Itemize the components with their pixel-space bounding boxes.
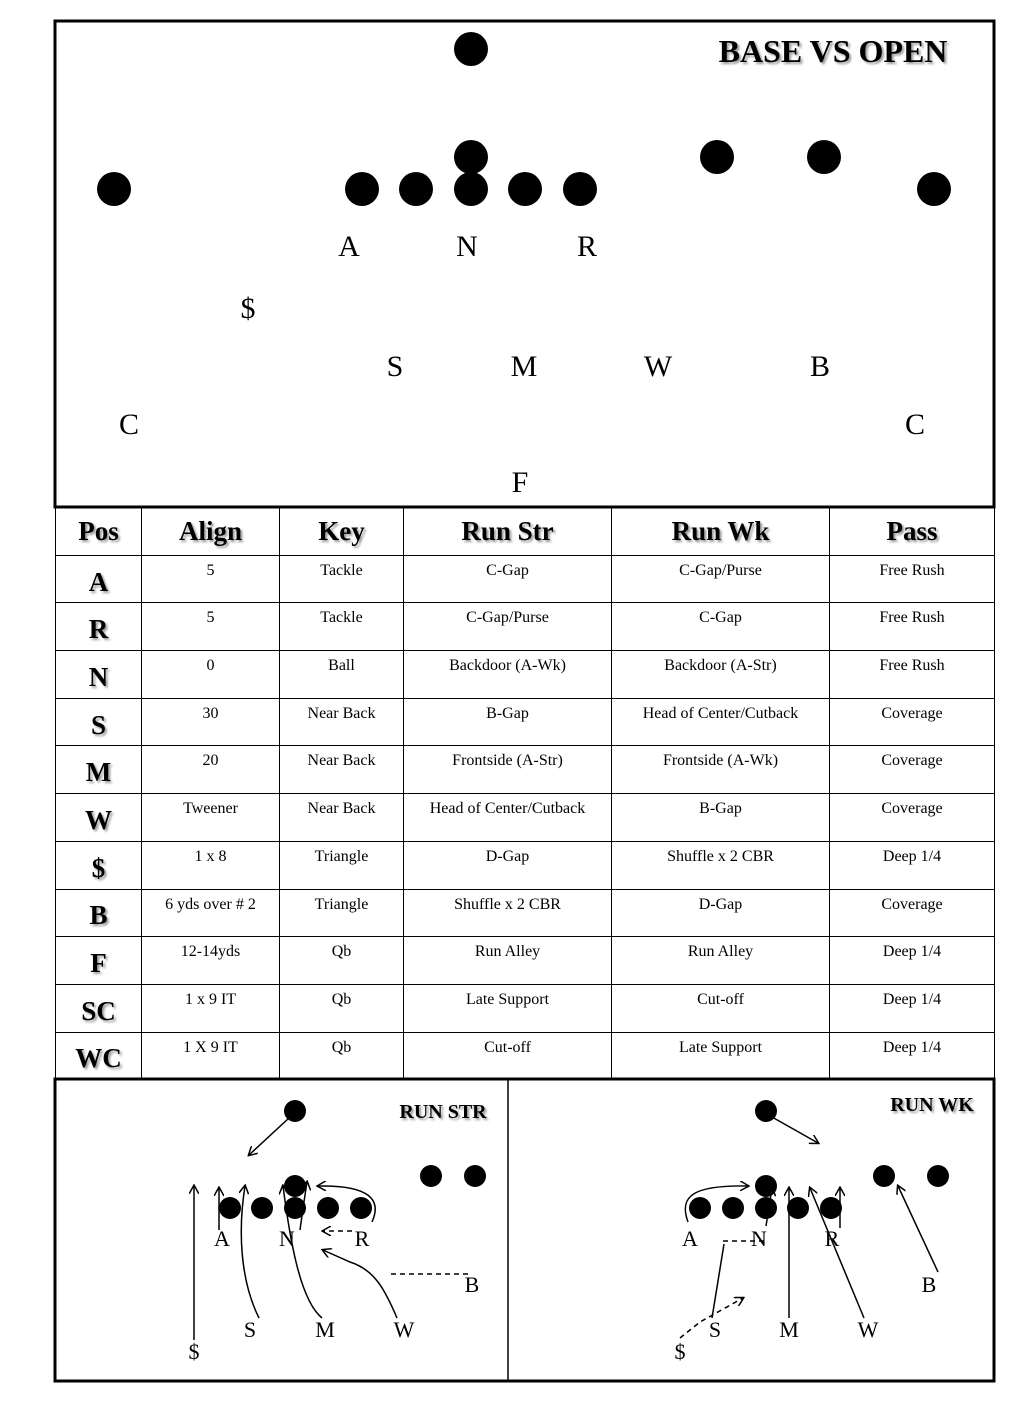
defender-label: A [338, 230, 360, 263]
cell-align: 1 X 9 IT [142, 1032, 280, 1080]
cell-run-wk: D-Gap [612, 889, 830, 937]
defense-alignment [119, 230, 925, 499]
cell-align: 12-14yds [142, 937, 280, 985]
run-wk-title: RUN WK [890, 1094, 974, 1116]
table-row [56, 1032, 995, 1080]
cell-pos: M [56, 746, 142, 794]
offense-player [420, 1165, 442, 1187]
offense-player [873, 1165, 895, 1187]
cell-pos: B [56, 889, 142, 937]
defender-label: B [921, 1272, 937, 1297]
cell-run-wk: Cut-off [612, 984, 830, 1032]
b-route [898, 1186, 938, 1272]
defender-label: C [118, 408, 140, 441]
offense-player [700, 140, 734, 174]
header-run-str: Run Str [404, 508, 612, 556]
cell-run-str: Frontside (A-Str) [404, 746, 612, 794]
cell-run-str: Run Alley [404, 937, 612, 985]
cell-pass: Free Rush [830, 651, 995, 699]
cell-pos: S [56, 698, 142, 746]
defender-label: M [779, 1317, 799, 1342]
cell-run-wk: Shuffle x 2 CBR [612, 841, 830, 889]
defender-label: A [214, 1226, 230, 1251]
table-header-row [56, 508, 995, 556]
offense-player [917, 172, 951, 206]
offense-player [689, 1197, 711, 1219]
cell-run-str: Head of Center/Cutback [404, 794, 612, 842]
run-str-title: RUN STR [399, 1101, 487, 1123]
cell-key: Ball [280, 651, 404, 699]
cell-key: Near Back [280, 746, 404, 794]
cell-pos: SC [56, 984, 142, 1032]
cell-align: Tweener [142, 794, 280, 842]
cell-pos: $ [56, 841, 142, 889]
offense-player [219, 1197, 241, 1219]
cell-align: 30 [142, 698, 280, 746]
cell-run-wk: B-Gap [612, 794, 830, 842]
cell-align: 5 [142, 555, 280, 603]
defender-label: R [354, 1226, 370, 1251]
cell-pos: F [56, 937, 142, 985]
run-str-routes [194, 1118, 468, 1340]
offense-player [787, 1197, 809, 1219]
defender-label: M [315, 1317, 335, 1342]
cell-pos: N [56, 651, 142, 699]
offense-player [563, 172, 597, 206]
offense-player [755, 1175, 777, 1197]
offense-player [317, 1197, 339, 1219]
table-row [56, 984, 995, 1032]
cell-pass: Deep 1/4 [830, 1032, 995, 1080]
defender-label: W [393, 1317, 415, 1342]
cell-key: Near Back [280, 794, 404, 842]
header-run-wk: Run Wk [612, 508, 830, 556]
defender-label: S [386, 350, 404, 383]
defender-label: W [643, 350, 673, 383]
defender-label: $ [188, 1339, 200, 1364]
defender-label: C [904, 408, 926, 441]
offense-player [251, 1197, 273, 1219]
defender-label: S [243, 1317, 257, 1342]
offense-player [927, 1165, 949, 1187]
cell-key: Qb [280, 937, 404, 985]
cell-pass: Free Rush [830, 555, 995, 603]
defender-label: B [464, 1272, 480, 1297]
cell-pos: WC [56, 1032, 142, 1080]
offense-player [399, 172, 433, 206]
defender-label: $ [674, 1339, 686, 1364]
top-diagram-frame [55, 21, 994, 507]
assignment-table [55, 507, 995, 1080]
cell-pass: Deep 1/4 [830, 841, 995, 889]
defender-label: N [456, 230, 478, 263]
cell-run-str: B-Gap [404, 698, 612, 746]
offense-player [508, 172, 542, 206]
s-route [712, 1244, 724, 1318]
diagram-title: BASE VS OPEN [718, 33, 948, 69]
defender-label: S [708, 1317, 722, 1342]
cell-run-str: D-Gap [404, 841, 612, 889]
cell-key: Tackle [280, 603, 404, 651]
offense-player [350, 1197, 372, 1219]
cell-run-wk: Backdoor (A-Str) [612, 651, 830, 699]
offense-player [345, 172, 379, 206]
cell-key: Near Back [280, 698, 404, 746]
cell-run-wk: Late Support [612, 1032, 830, 1080]
cell-align: 5 [142, 603, 280, 651]
cell-run-str: C-Gap [404, 555, 612, 603]
header-key: Key [280, 508, 404, 556]
table-row [56, 794, 995, 842]
run-wk-routes [680, 1117, 938, 1338]
cell-align: 1 x 8 [142, 841, 280, 889]
header-align: Align [142, 508, 280, 556]
run-wk-offense [689, 1100, 949, 1219]
defender-label: F [511, 466, 529, 499]
offense-player [454, 140, 488, 174]
cell-run-wk: C-Gap/Purse [612, 555, 830, 603]
table-row [56, 603, 995, 651]
table-row [56, 746, 995, 794]
cell-key: Triangle [280, 841, 404, 889]
ball-arrow [772, 1117, 818, 1143]
defender-label: B [809, 350, 831, 383]
cell-align: 6 yds over # 2 [142, 889, 280, 937]
offense-player [755, 1197, 777, 1219]
offense-player [820, 1197, 842, 1219]
cell-align: 0 [142, 651, 280, 699]
header-pass: Pass [830, 508, 995, 556]
table-row [56, 555, 995, 603]
defender-label: R [576, 230, 598, 263]
offense-player [454, 32, 488, 66]
offense-player [284, 1175, 306, 1197]
run-wk-defense [675, 1226, 937, 1364]
defender-label: $ [240, 292, 256, 325]
offense-player [97, 172, 131, 206]
cell-align: 1 x 9 IT [142, 984, 280, 1032]
defender-label: W [857, 1317, 879, 1342]
cell-run-str: Late Support [404, 984, 612, 1032]
defender-label: R [824, 1226, 840, 1251]
cell-run-str: Shuffle x 2 CBR [404, 889, 612, 937]
cell-run-wk: Head of Center/Cutback [612, 698, 830, 746]
cell-run-wk: Run Alley [612, 937, 830, 985]
cell-pass: Coverage [830, 794, 995, 842]
defender-label: N [751, 1226, 767, 1251]
cell-key: Qb [280, 984, 404, 1032]
cell-align: 20 [142, 746, 280, 794]
table-row [56, 841, 995, 889]
cell-run-wk: C-Gap [612, 603, 830, 651]
cell-pos: A [56, 555, 142, 603]
table-row [56, 889, 995, 937]
bottom-diagrams-frame [55, 1079, 994, 1381]
cell-pos: R [56, 603, 142, 651]
cell-pass: Coverage [830, 698, 995, 746]
offense-player [464, 1165, 486, 1187]
run-str-defense [189, 1226, 480, 1364]
cell-run-str: Cut-off [404, 1032, 612, 1080]
cell-key: Triangle [280, 889, 404, 937]
cell-run-str: C-Gap/Purse [404, 603, 612, 651]
offense-player [722, 1197, 744, 1219]
cell-key: Tackle [280, 555, 404, 603]
cell-pass: Deep 1/4 [830, 984, 995, 1032]
cell-pos: W [56, 794, 142, 842]
cell-run-str: Backdoor (A-Wk) [404, 651, 612, 699]
table-row [56, 651, 995, 699]
cell-key: Qb [280, 1032, 404, 1080]
table-row [56, 698, 995, 746]
cell-pass: Free Rush [830, 603, 995, 651]
offense-player [454, 172, 488, 206]
defender-label: M [510, 350, 538, 383]
ball-arrow [249, 1118, 289, 1155]
offense-player [807, 140, 841, 174]
w-route [323, 1250, 397, 1318]
cell-pass: Deep 1/4 [830, 937, 995, 985]
defender-label: A [682, 1226, 698, 1251]
cell-pass: Coverage [830, 889, 995, 937]
cell-pass: Coverage [830, 746, 995, 794]
cell-run-wk: Frontside (A-Wk) [612, 746, 830, 794]
header-pos: Pos [56, 508, 142, 556]
defender-label: N [279, 1226, 295, 1251]
table-row [56, 937, 995, 985]
